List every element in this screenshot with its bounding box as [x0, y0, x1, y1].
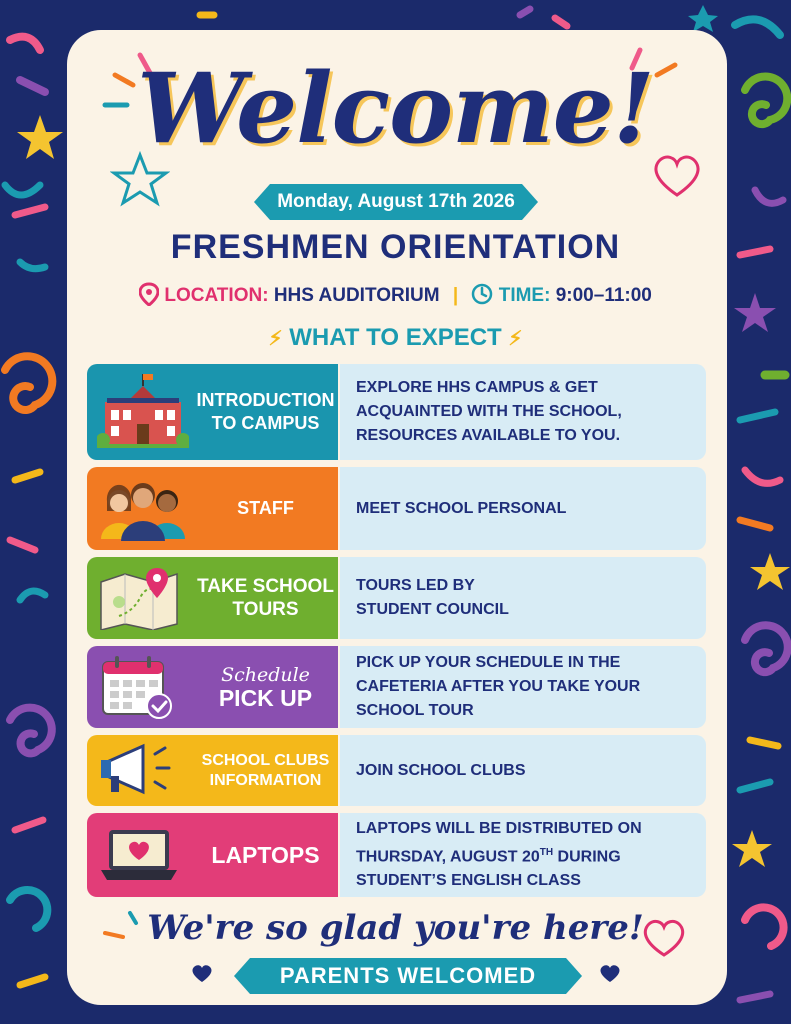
row-label-panel: [87, 467, 338, 550]
row-description-main: LAPTOPS WILL BE DISTRIBUTED ON THURSDAY, AUGUST 20: [356, 819, 642, 866]
row-label-panel: [87, 735, 338, 806]
row-label-panel: [87, 813, 338, 897]
list-item: [87, 813, 706, 897]
row-description: JOIN SCHOOL CLUBS: [356, 761, 526, 779]
row-title-script: Schedule: [221, 664, 310, 686]
map-icon: [97, 566, 183, 630]
row-description: TOURS LED BY STUDENT COUNCIL: [356, 577, 509, 618]
people-icon: [97, 477, 189, 541]
parents-text: PARENTS WELCOMED: [279, 963, 537, 988]
row-title: PICK UP: [218, 685, 313, 711]
row-label-panel: [87, 364, 338, 460]
parents-ribbon: [250, 958, 566, 994]
row-title: INTRODUCTION TO CAMPUS: [196, 390, 335, 433]
ordinal-suffix: TH: [539, 846, 554, 858]
row-description-panel: [340, 646, 706, 728]
list-item: [87, 467, 706, 550]
section-heading: [0, 324, 791, 352]
row-description-panel: [340, 813, 706, 897]
row-description: EXPLORE HHS CAMPUS & GET ACQUAINTED WITH THE SCHOOL, RESOURCES AVAILABLE TO YOU.: [356, 379, 622, 444]
time-value: 9:00–11:00: [555, 285, 652, 306]
divider: |: [452, 285, 459, 306]
row-description-panel: [340, 735, 706, 806]
row-description: PICK UP YOUR SCHEDULE IN THE CAFETERIA AFTER YOU TAKE YOUR SCHOOL TOUR: [356, 654, 641, 719]
section-heading-text: WHAT TO EXPECT: [289, 324, 502, 351]
row-description: [356, 813, 694, 897]
list-item: [87, 735, 706, 806]
accent-icon: ⚡︎: [268, 328, 283, 350]
heart-outline-icon: [640, 915, 688, 959]
megaphone-icon: [97, 740, 179, 802]
list-item: [87, 557, 706, 639]
time-label: TIME:: [498, 285, 551, 306]
list-item: [87, 364, 706, 460]
laptop-icon: [97, 824, 181, 886]
accent-icon: ⚡︎: [508, 328, 523, 350]
row-description-panel: [340, 467, 706, 550]
school-building-icon: [97, 372, 189, 452]
page-title: FRESHMEN ORIENTATION: [170, 228, 621, 266]
row-title-block: [197, 646, 334, 728]
heart-icon: [598, 962, 622, 984]
calendar-icon: [97, 654, 177, 720]
row-title: TAKE SCHOOL TOURS: [197, 576, 334, 620]
map-pin-icon: [139, 282, 159, 306]
row-description-panel: [340, 557, 706, 639]
row-description-panel: [340, 364, 706, 460]
heart-icon: [190, 962, 214, 984]
date-text: Monday, August 17th 2026: [277, 191, 515, 212]
date-ribbon: [270, 184, 522, 220]
list-item: [87, 646, 706, 728]
row-title: STAFF: [237, 498, 294, 518]
row-label-panel: [87, 557, 338, 639]
row-description: MEET SCHOOL PERSONAL: [356, 499, 567, 517]
row-label-panel: [87, 646, 338, 728]
closing-message: We're so glad you're here!: [147, 908, 644, 948]
location-time-line: [0, 282, 791, 307]
welcome-heading: Welcome!: [137, 52, 654, 165]
row-description-part: [356, 817, 694, 893]
row-title: SCHOOL CLUBS INFORMATION: [201, 751, 330, 789]
row-description-end: DURING STUDENT’S ENGLISH CLASS: [356, 848, 621, 890]
location-label: LOCATION:: [164, 285, 269, 306]
clock-icon: [471, 283, 493, 305]
row-title: LAPTOPS: [211, 841, 320, 868]
location-value: HHS AUDITORIUM: [273, 285, 440, 306]
